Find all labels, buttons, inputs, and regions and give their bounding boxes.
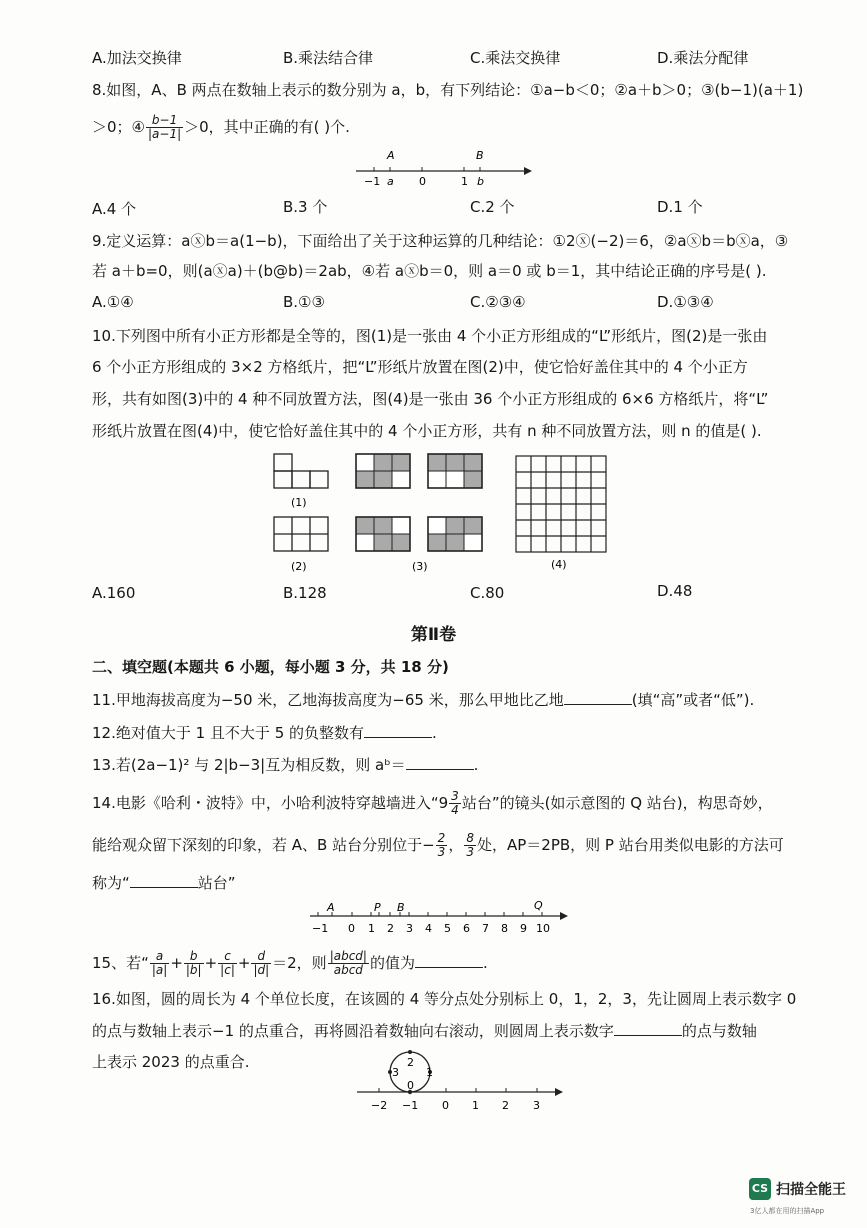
q10-label-4: (4) — [551, 558, 567, 571]
part2-header: 二、填空题(本题共 6 小题，每小题 3 分，共 18 分) — [92, 658, 449, 676]
q12-stem: 12.绝对值大于 1 且不大于 5 的负整数有 . — [92, 724, 437, 742]
q16-tick-3: 3 — [533, 1099, 540, 1112]
q14-tick-9: 9 — [520, 922, 527, 935]
q10-grid-figures — [270, 450, 610, 580]
q9-option-b: B.①③ — [283, 293, 325, 311]
q14-tick-1: 1 — [368, 922, 375, 935]
q10-option-a: A.160 — [92, 584, 136, 602]
q8-label-a: a — [387, 175, 394, 188]
q8-point-A: A — [387, 149, 395, 162]
q14-tick-3: 3 — [406, 922, 413, 935]
q9-stem-line2: 若 a＋b=0，则(aⓧa)＋(b@b)＝2ab，④若 aⓧb＝0，则 a＝0 或 b＝1，其中结论正确的序号是( ). — [92, 262, 767, 280]
q14-number-line — [310, 896, 570, 938]
q10-fig3-placement-3 — [356, 517, 410, 551]
q14-tick-5: 5 — [444, 922, 451, 935]
q10-stem-line2: 6 个小正方形组成的 3×2 方格纸片，把“L”形纸片放置在图(2)中，使它恰好盖住其中的 4 个小正方 — [92, 358, 748, 376]
q10-stem-line4: 形纸片放置在图(4)中，使它恰好盖住其中的 4 个小正方形，共有 n 种不同放置方法，则 n 的值是( ). — [92, 422, 762, 440]
q14-tick--1: −1 — [312, 922, 329, 935]
q10-option-d: D.48 — [657, 582, 693, 600]
q8-option-d: D.1 个 — [657, 198, 703, 216]
q8-option-a: A.4 个 — [92, 200, 137, 218]
q16-circle-label-1: 1 — [426, 1066, 433, 1079]
q14-fraction-a: $\frac{2}{3}$ — [437, 831, 446, 859]
q8-option-c: C.2 个 — [470, 198, 515, 216]
q15-frac-abcd: $\frac{\text{|abcd|}}{\text{abcd}}$ — [329, 949, 367, 977]
q14-tick-2: 2 — [387, 922, 394, 935]
q15-frac-b: $\frac{b}{|b|}$ — [185, 949, 202, 977]
q15-frac-a: $\frac{a}{|a|}$ — [151, 949, 168, 977]
q14-point-A: A — [327, 901, 335, 914]
q8-point-B: B — [476, 149, 484, 162]
q16-circle-label-2: 2 — [407, 1056, 414, 1069]
q16-circle-number-line — [355, 1040, 575, 1116]
q8-option-b: B.3 个 — [283, 198, 328, 216]
q14-stem-line3: 称为“ 站台” — [92, 874, 236, 892]
q14-fraction-b: $\frac{8}{3}$ — [466, 831, 474, 859]
q15-frac-c: $\frac{c}{|c|}$ — [220, 949, 235, 977]
q14-stem-line2: 能给观众留下深刻的印象，若 A、B 站台分别位于− $\frac{2}{3}$ ， $\frac{8}{3}$ 处，AP＝2PB，则 P 站台用类似电影的方法可 — [92, 831, 784, 859]
q15-stem: 15、若“ $\frac{a}{|a|}$ + $\frac{b}{|b|}$ + $\frac{c}{|c|}$ + $\frac{d}{|d|}$ ＝2，则 $\frac{\text{|abcd|}}{\text{abcd}}$ 的值为 . — [92, 949, 488, 977]
q10-label-2: (2) — [291, 560, 307, 573]
q14-tick-8: 8 — [501, 922, 508, 935]
q16-tick-2: 2 — [502, 1099, 509, 1112]
q8-tick-1: 1 — [461, 175, 468, 188]
q8-stem-line1: 8.如图，A、B 两点在数轴上表示的数分别为 a，b，有下列结论：①a−b＜0；②a＋b＞0；③(b−1)(a＋1) — [92, 81, 804, 99]
q12-answer-blank — [364, 723, 432, 738]
q16-stem-line3: 上表示 2023 的点重合. — [92, 1053, 250, 1071]
q8-tick-neg1: −1 — [364, 175, 381, 188]
camscanner-slogan: 3亿人都在用的扫描App — [750, 1207, 825, 1215]
q16-tick-0: 0 — [442, 1099, 449, 1112]
q8-tick-0: 0 — [419, 175, 426, 188]
camscanner-name: 扫描全能王 — [776, 1182, 846, 1198]
q9-stem-line1: 9.定义运算：aⓧb＝a(1−b)，下面给出了关于这种运算的几种结论：①2ⓧ(−2)＝6，②aⓧb＝bⓧa，③ — [92, 232, 789, 250]
q10-fig2-grid — [274, 517, 328, 551]
q16-tick--1: −1 — [402, 1099, 419, 1112]
q10-label-3: (3) — [412, 560, 428, 573]
q16-tick--2: −2 — [371, 1099, 388, 1112]
q10-option-c: C.80 — [470, 584, 505, 602]
q10-stem-line1: 10.下列图中所有小正方形都是全等的，图(1)是一张由 4 个小正方形组成的“L”形纸片，图(2)是一张由 — [92, 327, 768, 345]
q13-answer-blank — [406, 755, 474, 770]
q10-fig3-placement-2 — [428, 454, 482, 488]
camscanner-logo: CS — [749, 1178, 771, 1200]
q14-tick-0: 0 — [348, 922, 355, 935]
q8-label-b: b — [477, 175, 484, 188]
q14-point-B: B — [397, 901, 405, 914]
q14-tick-7: 7 — [482, 922, 489, 935]
q7-option-d: D.乘法分配律 — [657, 49, 749, 67]
q16-circle-label-0: 0 — [407, 1079, 414, 1092]
q16-stem-line2: 的点与数轴上表示−1 的点重合，再将圆沿着数轴向右滚动，则圆周上表示数字 的点与数轴 — [92, 1022, 757, 1040]
q10-option-b: B.128 — [283, 584, 327, 602]
q11-answer-blank — [564, 690, 632, 705]
q8-fraction: $\frac{b-1}{|a-1|}$ — [148, 113, 182, 141]
q14-stem-line1: 14.电影《哈利・波特》中，小哈利波特穿越墙进入“9 $\frac{3}{4}$ 站台”的镜头(如示意图的 Q 站台)，构思奇妙， — [92, 789, 773, 817]
q10-stem-line3: 形，共有如图(3)中的 4 种不同放置方法，图(4)是一张由 36 个小正方形组成的 6×6 方格纸片，将“L” — [92, 390, 769, 408]
q15-answer-blank — [415, 953, 483, 968]
q11-stem: 11.甲地海拔高度为−50 米，乙地海拔高度为−65 米，那么甲地比乙地 (填“高”或者“低”). — [92, 691, 755, 709]
q16-answer-blank — [614, 1021, 682, 1036]
q7-option-c: C.乘法交换律 — [470, 49, 561, 67]
q9-option-d: D.①③④ — [657, 293, 714, 311]
q10-fig3-placement-1 — [356, 454, 410, 488]
q9-option-c: C.②③④ — [470, 293, 526, 311]
q9-option-a: A.①④ — [92, 293, 134, 311]
q14-mixed-fraction: $\frac{3}{4}$ — [451, 789, 459, 817]
q14-tick-4: 4 — [425, 922, 432, 935]
q14-point-Q: Q — [534, 899, 543, 912]
q14-answer-blank — [130, 873, 198, 888]
q16-stem-line1: 16.如图，圆的周长为 4 个单位长度，在该圆的 4 等分点处分别标上 0，1，2，3，先让圆周上表示数字 0 — [92, 990, 797, 1008]
q7-option-b: B.乘法结合律 — [283, 49, 374, 67]
q13-stem: 13.若(2a−1)² 与 2|b−3|互为相反数，则 aᵇ＝ . — [92, 756, 479, 774]
q16-circle-label-3: 3 — [392, 1066, 399, 1079]
q8-number-line — [352, 148, 532, 188]
q15-frac-d: $\frac{d}{|d|}$ — [253, 949, 270, 977]
q8-stem-line2: ＞0；④ $\frac{b-1}{|a-1|}$ ＞0，其中正确的有( )个. — [92, 113, 350, 141]
q10-fig3-placement-4 — [428, 517, 482, 551]
q14-tick-10: 10 — [536, 922, 550, 935]
q10-label-1: (1) — [291, 496, 307, 509]
q14-tick-6: 6 — [463, 922, 470, 935]
q16-tick-1: 1 — [472, 1099, 479, 1112]
q7-option-a: A.加法交换律 — [92, 49, 182, 67]
q14-point-P: P — [374, 901, 381, 914]
q10-fig1-l-shape — [274, 454, 328, 488]
section-title: 第Ⅱ卷 — [410, 625, 457, 645]
q10-fig4-grid — [516, 456, 606, 552]
